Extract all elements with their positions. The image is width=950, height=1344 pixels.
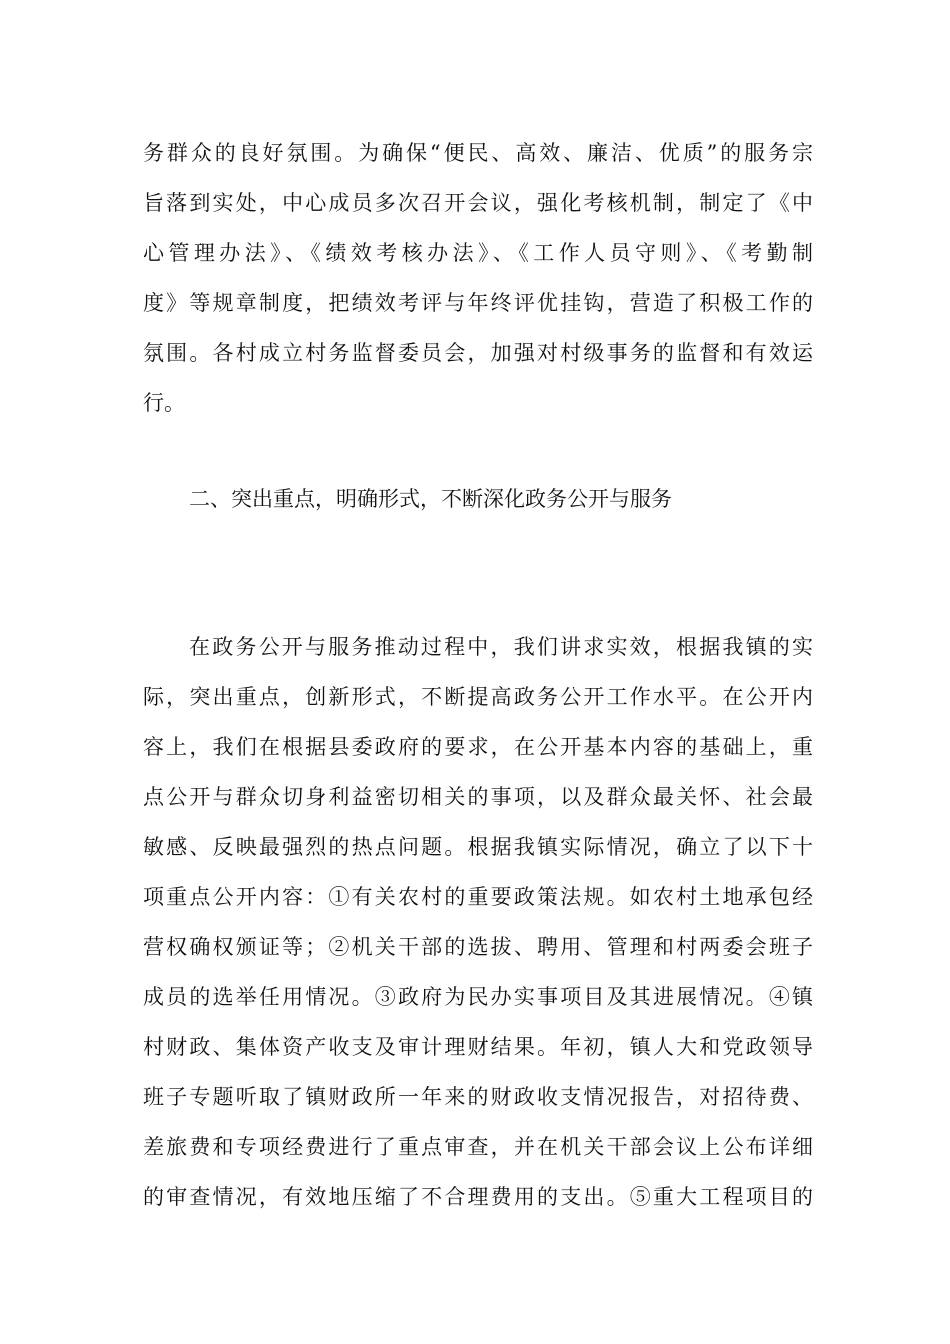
paragraph-line: 项重点公开内容：①有关农村的重要政策法规。如农村土地承包经 [143,885,813,909]
paragraph-line: 的审查情况，有效地压缩了不合理费用的支出。⑤重大工程项目的 [143,1185,813,1209]
paragraph-line: 点公开与群众切身利益密切相关的事项，以及群众最关怀、社会最 [143,785,813,809]
paragraph-line: 度》等规章制度，把绩效考评与年终评优挂钩，营造了积极工作的 [143,291,813,315]
paragraph-line: 差旅费和专项经费进行了重点审查，并在机关干部会议上公布详细 [143,1135,813,1159]
paragraph-line: 营权确权颁证等；②机关干部的选拔、聘用、管理和村两委会班子 [143,935,813,959]
paragraph-line: 成员的选举任用情况。③政府为民办实事项目及其进展情况。④镇 [143,985,813,1009]
paragraph-line: 务群众的良好氛围。为确保“便民、高效、廉洁、优质”的服务宗 [143,141,813,165]
paragraph-line: 旨落到实处，中心成员多次召开会议，强化考核机制，制定了《中 [143,191,813,215]
paragraph-line: 际，突出重点，创新形式，不断提高政务公开工作水平。在公开内 [143,685,813,709]
section-heading: 二、突出重点，明确形式，不断深化政务公开与服务 [189,487,672,511]
paragraph-line: 班子专题听取了镇财政所一年来的财政收支情况报告，对招待费、 [143,1085,813,1109]
paragraph-line: 行。 [143,391,185,415]
paragraph-line: 村财政、集体资产收支及审计理财结果。年初，镇人大和党政领导 [143,1035,813,1059]
paragraph-line: 氛围。各村成立村务监督委员会，加强对村级事务的监督和有效运 [143,341,813,365]
paragraph-line: 心管理办法》、《绩效考核办法》、《工作人员守则》、《考勤制 [143,241,813,265]
paragraph-line: 容上，我们在根据县委政府的要求，在公开基本内容的基础上，重 [143,735,813,759]
paragraph-line: 敏感、反映最强烈的热点问题。根据我镇实际情况，确立了以下十 [143,835,813,859]
paragraph-line: 在政务公开与服务推动过程中，我们讲求实效，根据我镇的实 [189,635,813,659]
